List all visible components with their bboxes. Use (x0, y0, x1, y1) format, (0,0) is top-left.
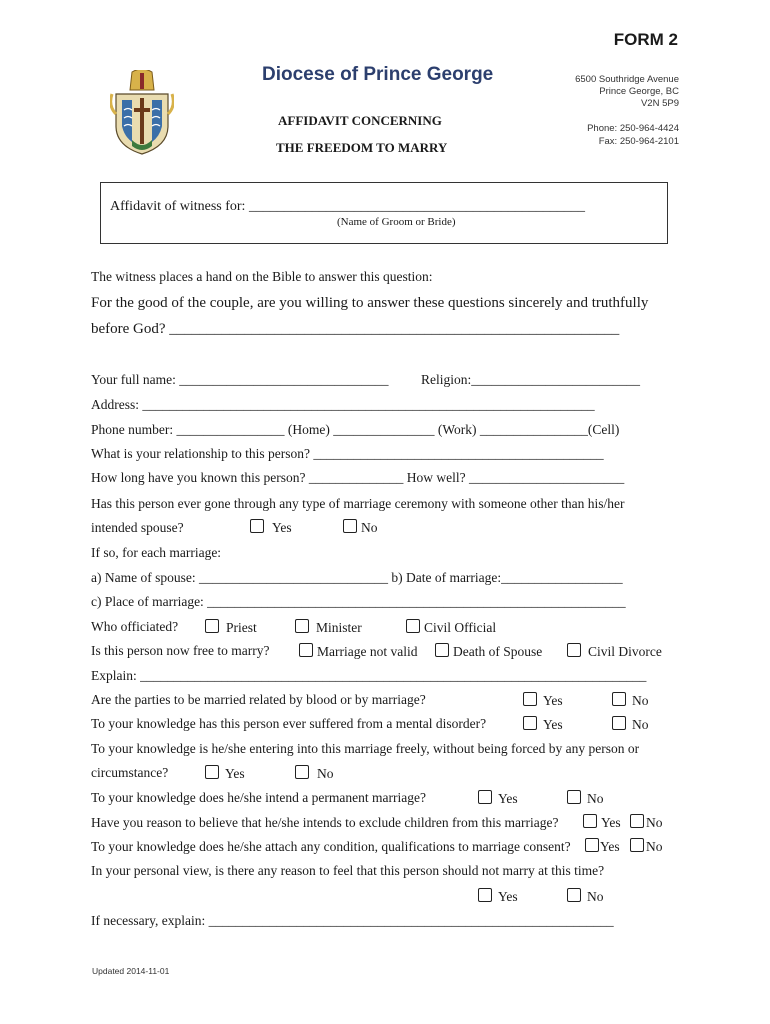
checkbox[interactable] (299, 643, 313, 657)
permanent-question: To your knowledge does he/she intend a permanent marriage? (91, 790, 426, 805)
oath-answer-line[interactable]: before God? ____________________________________________________________ (91, 321, 620, 337)
condition-yes[interactable]: Yes (585, 838, 620, 855)
checkbox[interactable] (612, 692, 626, 706)
address-line-1: 6500 Southridge Avenue (575, 74, 679, 85)
checkbox[interactable] (478, 790, 492, 804)
officiated-minister[interactable]: Minister (295, 619, 362, 636)
bible-instruction: The witness places a hand on the Bible to answer this question: (91, 269, 433, 284)
full-name-field[interactable]: Your full name: _______________________________ (91, 372, 389, 387)
mental-disorder-question: To your knowledge has this person ever suffered from a mental disorder? (91, 716, 487, 731)
explain-field[interactable]: Explain: ___________________________________________________________________________ (91, 668, 647, 683)
diocese-crest-logo (110, 70, 174, 156)
how-long-known-field[interactable]: How long have you known this person? ______________ How well? _______________________ (91, 470, 625, 485)
permanent-no[interactable]: No (567, 790, 604, 807)
checkbox[interactable] (630, 814, 644, 828)
checkbox[interactable] (205, 765, 219, 779)
religion-field[interactable]: Religion:_________________________ (421, 372, 640, 387)
freely-no[interactable]: No (295, 765, 334, 782)
related-no[interactable]: No (612, 692, 649, 709)
free-not-valid[interactable]: Marriage not valid (299, 643, 417, 660)
office-address (575, 74, 679, 110)
checkbox[interactable] (343, 519, 357, 533)
checkbox[interactable] (585, 838, 599, 852)
checkbox[interactable] (567, 643, 581, 657)
address-line-2: Prince George, BC (599, 86, 679, 97)
mental-no[interactable]: No (612, 716, 649, 733)
freely-question: To your knowledge is he/she entering into this marriage freely, without being forced by any person or (91, 741, 640, 756)
exclude-children-yes[interactable]: Yes (583, 814, 621, 831)
address-line-3: V2N 5P9 (640, 98, 679, 109)
if-so-label: If so, for each marriage: (91, 545, 222, 560)
checkbox[interactable] (295, 619, 309, 633)
checkbox[interactable] (630, 838, 644, 852)
checkbox[interactable] (567, 790, 581, 804)
checkbox[interactable] (583, 814, 597, 828)
checkbox[interactable] (478, 888, 492, 902)
mental-yes[interactable]: Yes (523, 716, 563, 733)
checkbox[interactable] (567, 888, 581, 902)
witness-name-caption: (Name of Groom or Bride) (337, 216, 456, 228)
witness-for-field[interactable]: Affidavit of witness for: ________________________________________________ (110, 199, 585, 214)
free-to-marry-label: Is this person now free to marry? (91, 643, 270, 658)
reason-yes[interactable]: Yes (478, 888, 518, 905)
exclude-children-question: Have you reason to believe that he/she intends to exclude children from this marriage? (91, 815, 559, 830)
condition-no[interactable]: No (630, 838, 663, 855)
office-fax: Fax: 250-964-2101 (598, 136, 679, 147)
checkbox[interactable] (250, 519, 264, 533)
permanent-yes[interactable]: Yes (478, 790, 518, 807)
phone-numbers-field[interactable]: Phone number: ________________ (Home) _______________ (Work) ________________(Cell) (91, 422, 620, 437)
officiated-civil-official[interactable]: Civil Official (406, 619, 496, 636)
checkbox[interactable] (523, 716, 537, 730)
address-field[interactable]: Address: ___________________________________________________________________ (91, 397, 595, 412)
form-title-line-2: THE FREEDOM TO MARRY (276, 140, 448, 155)
officiated-priest[interactable]: Priest (205, 619, 257, 636)
free-death-of-spouse[interactable]: Death of Spouse (435, 643, 542, 660)
previous-marriage-no[interactable]: No (343, 519, 378, 536)
oath-question-line-1: For the good of the couple, are you willing to answer these questions sincerely and truthfully (91, 295, 649, 311)
previous-marriage-yes[interactable]: Yes (250, 519, 292, 536)
reason-no[interactable]: No (567, 888, 604, 905)
place-of-marriage-field[interactable]: c) Place of marriage: ______________________________________________________________ (91, 594, 626, 609)
office-phone: Phone: 250-964-4424 (587, 123, 679, 134)
freely-yes[interactable]: Yes (205, 765, 245, 782)
form-number: FORM 2 (613, 30, 678, 49)
freely-question-cont: circumstance? (91, 765, 169, 780)
condition-question: To your knowledge does he/she attach any condition, qualifications to marriage consent? (91, 839, 571, 854)
form-title-line-1: AFFIDAVIT CONCERNING (278, 113, 442, 128)
related-question: Are the parties to be married related by blood or by marriage? (91, 692, 426, 707)
previous-marriage-question: Has this person ever gone through any type of marriage ceremony with someone other than his/her (91, 496, 625, 511)
diocese-name: Diocese of Prince George (262, 64, 494, 85)
spouse-name-date-field[interactable]: a) Name of spouse: ____________________________ b) Date of marriage:__________________ (91, 570, 623, 585)
checkbox[interactable] (295, 765, 309, 779)
if-necessary-explain-field[interactable]: If necessary, explain: ____________________________________________________________ (91, 913, 614, 928)
reason-question: In your personal view, is there any reason to feel that this person should not marry at this time? (91, 863, 605, 878)
previous-marriage-question-cont: intended spouse? (91, 520, 184, 535)
free-civil-divorce[interactable]: Civil Divorce (567, 643, 662, 660)
checkbox[interactable] (406, 619, 420, 633)
relationship-field[interactable]: What is your relationship to this person? ___________________________________________ (91, 446, 604, 461)
related-yes[interactable]: Yes (523, 692, 563, 709)
updated-date: Updated 2014-11-01 (92, 966, 170, 976)
checkbox[interactable] (205, 619, 219, 633)
office-contact (587, 122, 679, 148)
exclude-children-no[interactable]: No (630, 814, 663, 831)
checkbox[interactable] (435, 643, 449, 657)
checkbox[interactable] (612, 716, 626, 730)
officiated-label: Who officiated? (91, 619, 179, 634)
checkbox[interactable] (523, 692, 537, 706)
